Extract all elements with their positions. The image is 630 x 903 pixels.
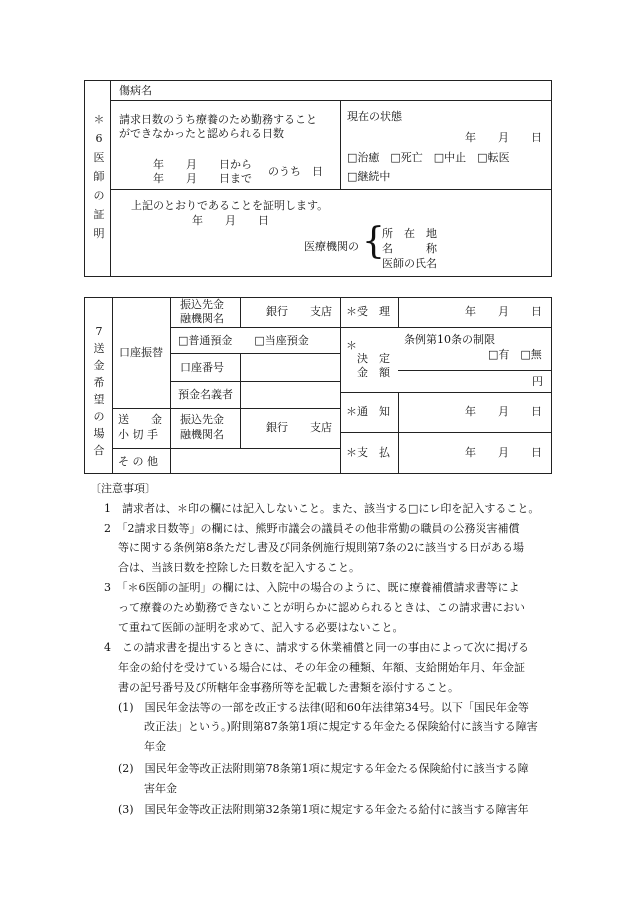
decision-label-line2: 金 額: [357, 366, 390, 379]
side-label-ki: 希: [93, 376, 105, 389]
other-label: そ の 他: [118, 455, 158, 468]
current-status-date: 年 月 日: [465, 131, 542, 144]
payment-date: 年 月 日: [465, 446, 542, 459]
note-line: って療養のため勤務できないことが明らかに認められるときは、この請求書におい: [118, 601, 525, 614]
remittance-label-line2: 小 切 手: [118, 428, 158, 441]
received-date: 年 月 日: [465, 305, 542, 318]
note-line: 2 「2請求日数等」の欄には、熊野市議会の議員その他非常勤の職員の公務災害補償: [104, 522, 520, 535]
status-checkboxes-row1[interactable]: □治癒 □死亡 □中止 □転医: [347, 151, 510, 164]
bank2-branch-label: 銀行 支店: [266, 421, 332, 434]
note-line: 等に関する条例第8条ただし書及び同条例施行規則第7条の2に該当する日がある場: [118, 541, 524, 554]
side-label-i: 医: [93, 151, 105, 164]
side-label-7: 7: [95, 325, 103, 338]
doctor-name-label: 医師の氏名: [382, 257, 437, 270]
side-label-shi: 師: [93, 170, 105, 183]
limit-checkboxes[interactable]: □有 □無: [488, 348, 542, 361]
bank-branch-label: 銀行 支店: [266, 305, 332, 318]
disease-name-label: 傷病名: [119, 84, 152, 97]
side-label-no: の: [93, 189, 105, 202]
note-line: (1) 国民年金法等の一部を改正する法律(昭和60年法律第34号。以下「国民年金等: [118, 701, 529, 714]
side-label-bo: 望: [93, 393, 105, 406]
account-transfer-label: 口座振替: [119, 346, 163, 359]
period-to: 年 月 日まで: [153, 172, 252, 185]
ordinance-limit-label: 条例第10条の制限: [404, 333, 495, 346]
medical-institution-label: 医療機関の: [304, 240, 359, 253]
period-days-of: のうち 日: [268, 165, 323, 178]
note-line: 4 この請求書を提出するときに、請求する休業補償と同一の事由によって次に掲げる: [104, 641, 529, 654]
note-line: 年金: [144, 740, 166, 753]
bank-name-label-line2: 融機関名: [180, 312, 224, 325]
note-line: (3) 国民年金等改正法附則第32条第1項に規定する年金たる給付に該当する障害年: [118, 803, 529, 816]
note-line: 書の記号番号及び所轄年金事務所等を記載した書類を添付すること。: [118, 681, 459, 694]
account-number-label: 口座番号: [180, 361, 224, 374]
remittance-label-line1: 送 金: [118, 413, 162, 426]
work-days-label-line1: 請求日数のうち療養のため勤務すること: [119, 113, 317, 126]
note-line: 害年金: [144, 782, 177, 795]
side-label-no2: の: [93, 410, 105, 423]
side-label-6: 6: [95, 132, 103, 145]
brace-icon: {: [362, 221, 385, 262]
side-label-ai: 合: [93, 444, 105, 457]
notes-header: 〔注意事項〕: [90, 482, 156, 495]
received-label: ＊受 理: [346, 305, 390, 318]
current-status-label: 現在の状態: [347, 110, 402, 123]
side-label-so: 送: [93, 342, 105, 355]
note-line: 年金の給付を受けている場合には、その年金の種類、年額、支給開始年月、年金証: [118, 661, 525, 674]
note-line: 改正法」という。)附則第87条第1項に規定する年金たる保険給付に該当する障害: [144, 720, 538, 733]
deposit-type-checkboxes[interactable]: □普通預金 □当座預金: [178, 334, 309, 347]
note-line: て重ねて医師の証明を求めて、記入する必要はないこと。: [118, 621, 404, 634]
decision-label-line1: 決 定: [357, 352, 390, 365]
institution-name-label: 名 称: [382, 242, 437, 255]
notice-date: 年 月 日: [465, 405, 542, 418]
bank2-name-label-line1: 振込先金: [180, 413, 224, 426]
institution-address-label: 所 在 地: [382, 227, 437, 240]
note-line: 1 請求者は、＊印の欄には記入しないこと。また、該当する□にレ印を記入すること。: [104, 502, 540, 515]
certify-statement: 上記のとおりであることを証明します。: [131, 199, 329, 212]
account-holder-label: 預金名義者: [178, 388, 233, 401]
payment-label: ＊支 払: [346, 446, 390, 459]
note-line: (2) 国民年金等改正法附則第78条第1項に規定する年金たる保険給付に該当する障: [118, 762, 529, 775]
certify-date: 年 月 日: [192, 214, 269, 227]
side-label-mei: 明: [93, 227, 105, 240]
decision-star: ＊: [346, 339, 357, 352]
side-label-sho: 証: [93, 208, 105, 221]
note-line: 合は、当該日数を控除した日数を記入すること。: [118, 561, 360, 574]
period-from: 年 月 日から: [153, 158, 252, 171]
side-label-star: ＊: [93, 113, 105, 126]
note-line: 3 「＊6医師の証明」の欄には、入院中の場合のように、既に療養補償請求書等によ: [104, 581, 520, 594]
side-label-ba: 場: [93, 427, 105, 440]
side-label-kin: 金: [93, 359, 105, 372]
bank2-name-label-line2: 融機関名: [180, 428, 224, 441]
yen-label: 円: [532, 375, 543, 388]
notice-label: ＊通 知: [346, 405, 390, 418]
bank-name-label-line1: 振込先金: [180, 298, 224, 311]
work-days-label-line2: ができなかったと認められる日数: [119, 127, 284, 140]
status-checkboxes-row2[interactable]: □継続中: [347, 170, 391, 183]
